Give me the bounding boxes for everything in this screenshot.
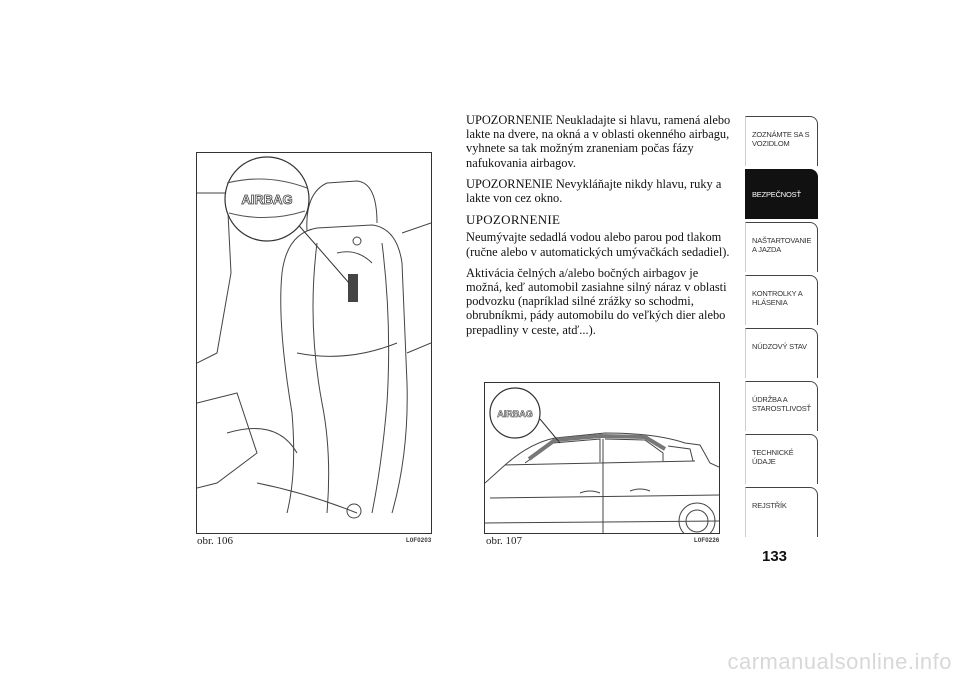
- tab-safety[interactable]: BEZPEČNOSŤ: [745, 169, 818, 219]
- page-number: 133: [762, 548, 788, 565]
- figure-seat-airbag: [196, 152, 432, 534]
- tab-warning-lights[interactable]: KONTROLKY A HLÁSENIA: [745, 275, 818, 325]
- warning-paragraph: UPOZORNENIE Neukladajte si hlavu, ramená alebo lakte na dvere, na okná a v oblasti okenného airbagu, vyhnete sa tak možným zraneniam počas fázy nafukovania airbagov.: [466, 113, 731, 170]
- car-illustration: [485, 383, 719, 533]
- watermark: carmanualsonline.info: [727, 649, 952, 674]
- tab-starting-driving[interactable]: NAŠTARTOVANIE A JAZDA: [745, 222, 818, 272]
- tab-emergency[interactable]: NÚDZOVÝ STAV: [745, 328, 818, 378]
- figure-caption: obr. 107: [486, 535, 523, 547]
- tab-get-to-know[interactable]: ZOZNÁMTE SA S VOZIDLOM: [745, 116, 818, 166]
- body-paragraph: Neumývajte sedadlá vodou alebo parou pod tlakom (ručne alebo v automatických umývačkách sedadiel).: [466, 230, 730, 259]
- tab-index[interactable]: REJSTŘÍK: [745, 487, 818, 537]
- airbag-label: AIRBAG: [241, 192, 293, 207]
- tab-maintenance[interactable]: ÚDRŽBA A STAROSTLIVOSŤ: [745, 381, 818, 431]
- section-heading: UPOZORNENIE: [466, 212, 561, 228]
- airbag-marker: [348, 274, 358, 302]
- airbag-label: AIRBAG: [497, 409, 533, 419]
- body-paragraph: Aktivácia čelných a/alebo bočných airbagov je možná, keď automobil zasiahne silný náraz v oblasti podvozku (napríklad silné zrážky so schodmi, obrubníkmi, pády automobilu do veľkých dier alebo prepadliny v ceste, atď...).: [466, 265, 727, 337]
- tab-technical-data[interactable]: TECHNICKÉ ÚDAJE: [745, 434, 818, 484]
- figure-car-window-airbag: [484, 382, 720, 534]
- seat-illustration: [197, 153, 431, 533]
- chapter-tabs: [745, 116, 818, 540]
- warning-paragraph: UPOZORNENIE Nevykláňajte nikdy hlavu, ruky a lakte von cez okno.: [466, 176, 722, 206]
- figure-code: L0F0203: [406, 538, 432, 544]
- figure-caption: obr. 106: [197, 535, 234, 547]
- figure-code: L0F0226: [694, 538, 720, 544]
- text-column: [466, 113, 734, 344]
